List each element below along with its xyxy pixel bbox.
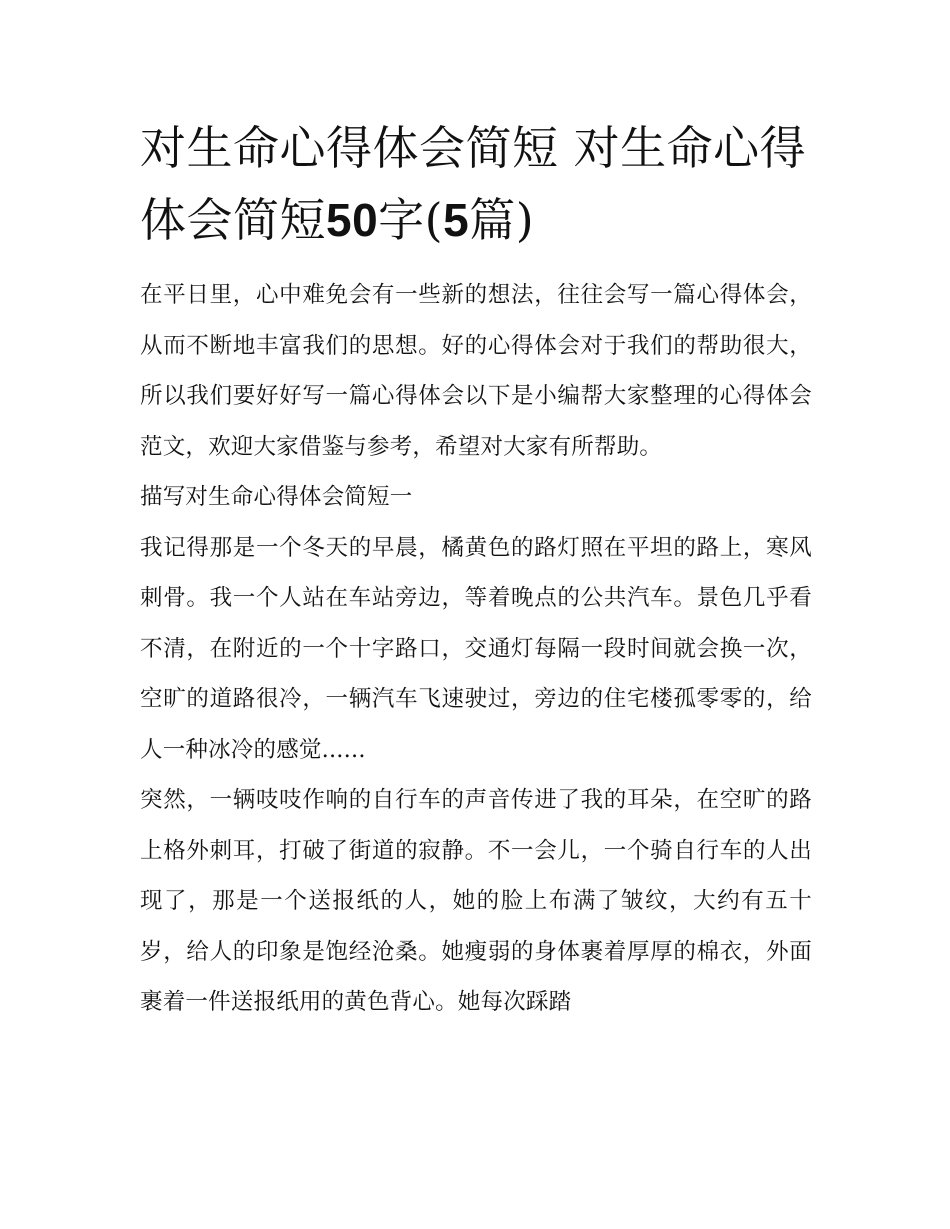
body-paragraph: 我记得那是一个冬天的早晨，橘黄色的路灯照在平坦的路上，寒风刺骨。我一个人站在车站旁边，等着晚点的公共汽车。景色几乎看不清，在附近的一个十字路口，交通灯每隔一段时间就会换一次，空旷的道路很冷，一辆汽车飞速驶过，旁边的住宅楼孤零零的，给人一种冰冷的感觉...... — [140, 534, 812, 763]
title-number-5: 5 — [443, 194, 470, 246]
section-heading: 描写对生命心得体会简短一 — [140, 484, 413, 510]
title-text-zi: 字( — [378, 193, 444, 247]
document-page — [140, 112, 812, 1028]
body-paragraph: 突然，一辆吱吱作响的自行车的声音传进了我的耳朵，在空旷的路上格外刺耳，打破了街道的寂静。不一会儿，一个骑自行车的人出现了，那是一个送报纸的人，她的脸上布满了皱纹，大约有五十岁，给人的印象是饱经沧桑。她瘦弱的身体裹着厚厚的棉衣，外面裹着一件送报纸用的黄色背心。她每次踩踏 — [140, 787, 812, 1015]
document-body — [140, 270, 812, 1028]
document-title — [140, 112, 812, 256]
title-text-main: 对生命心得体会简短 对生命心得体会简短 — [140, 121, 807, 247]
intro-paragraph: 在平日里，心中难免会有一些新的想法，往往会写一篇心得体会，从而不断地丰富我们的思想。好的心得体会对于我们的帮助很大，所以我们要好好写一篇心得体会以下是小编帮大家整理的心得体会范文，欢迎大家借鉴与参考，希望对大家有所帮助。 — [140, 282, 812, 460]
title-number-50: 50 — [326, 194, 379, 246]
title-text-pian: 篇) — [469, 193, 535, 247]
